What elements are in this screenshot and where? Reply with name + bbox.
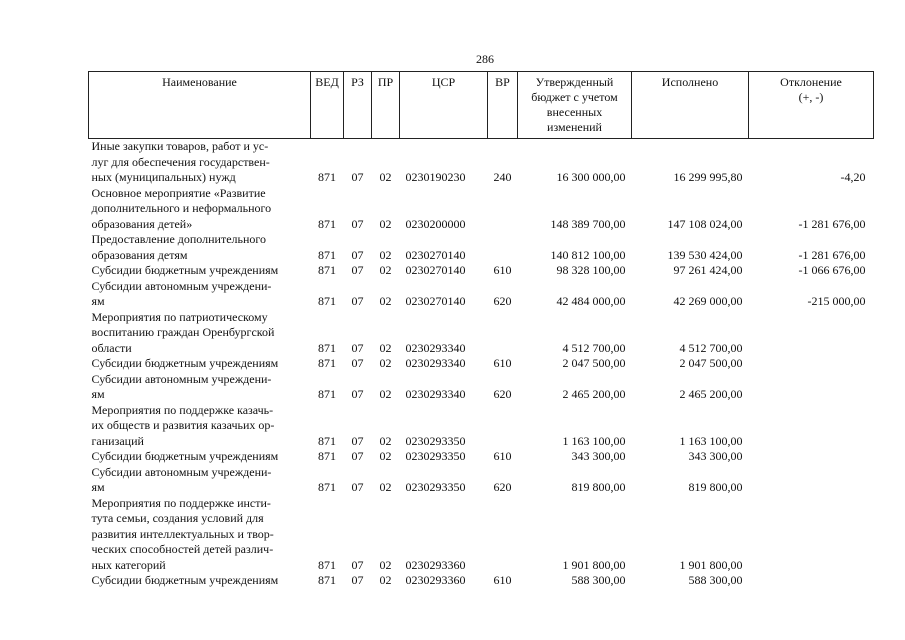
header-approved-line: Утвержденный (535, 75, 614, 89)
row-ved: 871 (318, 170, 336, 184)
row-pr: 02 (379, 387, 392, 401)
header-approved-line: бюджет с учетом (531, 90, 618, 104)
row-vr (488, 310, 518, 357)
row-name-line: ям (91, 294, 105, 308)
table-row (89, 139, 874, 186)
row-executed: 2 465 200,00 (679, 387, 743, 401)
row-name-line: Основное мероприятие «Развитие (91, 185, 266, 200)
table-row (89, 403, 874, 450)
header-deviation-line: Отклонение (780, 75, 842, 89)
row-ved: 871 (318, 573, 336, 587)
row-rz: 07 (351, 387, 364, 401)
row-deviation: -215 000,00 (807, 294, 866, 308)
row-name-line: воспитанию граждан Оренбургской (91, 325, 275, 339)
row-csr: 0230270140 (405, 294, 466, 308)
row-approved: 2 047 500,00 (562, 356, 626, 370)
row-approved: 4 512 700,00 (562, 340, 626, 355)
row-name (89, 573, 311, 589)
row-vr (488, 232, 518, 263)
row-deviation (749, 403, 874, 450)
row-ved: 871 (318, 263, 336, 277)
row-rz: 07 (351, 263, 364, 277)
row-csr: 0230293350 (405, 480, 466, 494)
row-rz: 07 (351, 573, 364, 587)
row-name-line: образования детям (91, 247, 188, 262)
row-executed: 16 299 995,80 (673, 170, 743, 184)
row-name-line: Мероприятия по патриотическому (91, 309, 268, 324)
header-pr: ПР (372, 72, 400, 139)
row-pr: 02 (379, 294, 392, 308)
row-executed: 139 530 424,00 (667, 247, 743, 262)
row-executed: 147 108 024,00 (667, 216, 743, 231)
row-pr: 02 (379, 449, 392, 463)
row-deviation: -1 281 676,00 (798, 216, 866, 231)
row-name-line: ям (91, 480, 105, 494)
row-approved: 1 901 800,00 (562, 557, 626, 572)
row-name-line: Субсидии автономным учреждени- (91, 464, 272, 479)
row-csr: 0230190230 (405, 170, 466, 184)
row-ved: 871 (318, 387, 336, 401)
row-executed: 1 163 100,00 (679, 433, 743, 448)
row-ved: 871 (318, 216, 336, 231)
row-pr: 02 (379, 216, 392, 231)
row-name (89, 403, 311, 450)
header-vr: ВР (488, 72, 518, 139)
row-ved: 871 (318, 433, 336, 448)
row-vr (488, 496, 518, 574)
row-deviation: -1 281 676,00 (798, 247, 866, 262)
row-executed: 343 300,00 (688, 449, 743, 463)
row-name-line: развития интеллектуальных и твор- (91, 526, 274, 541)
row-ved: 871 (318, 294, 336, 308)
header-deviation (749, 72, 874, 139)
row-pr: 02 (379, 433, 392, 448)
header-executed: Исполнено (632, 72, 749, 139)
header-name: Наименование (89, 72, 311, 139)
budget-table (88, 71, 874, 589)
row-approved: 98 328 100,00 (556, 263, 626, 277)
budget-table-container (88, 71, 873, 589)
row-approved: 588 300,00 (571, 573, 626, 587)
row-ved: 871 (318, 449, 336, 463)
row-name (89, 279, 311, 310)
row-csr: 0230293360 (405, 557, 466, 572)
row-name (89, 263, 311, 279)
header-row (89, 72, 874, 139)
row-vr: 610 (493, 263, 512, 277)
row-csr: 0230270140 (405, 247, 466, 262)
row-pr: 02 (379, 557, 392, 572)
row-rz: 07 (351, 247, 364, 262)
header-csr: ЦСР (400, 72, 488, 139)
row-pr: 02 (379, 340, 392, 355)
row-vr: 610 (493, 356, 512, 370)
row-rz: 07 (351, 216, 364, 231)
row-name (89, 356, 311, 372)
row-name-line: Иные закупки товаров, работ и ус- (91, 139, 269, 153)
row-rz: 07 (351, 170, 364, 184)
row-name-line: их обществ и развития казачьих ор- (91, 418, 275, 432)
row-csr: 0230200000 (405, 216, 466, 231)
row-name-line: Предоставление дополнительного (91, 232, 267, 246)
row-name-line: Субсидии бюджетным учреждениям (91, 449, 279, 463)
table-row (89, 186, 874, 233)
row-name (89, 496, 311, 574)
row-name (89, 465, 311, 496)
row-deviation (749, 465, 874, 496)
row-name-line: области (91, 340, 132, 355)
row-approved: 140 812 100,00 (550, 247, 626, 262)
row-executed: 1 901 800,00 (679, 557, 743, 572)
row-name-line: Субсидии бюджетным учреждениям (91, 573, 279, 587)
row-vr: 620 (493, 294, 512, 308)
row-pr: 02 (379, 573, 392, 587)
row-vr: 240 (493, 170, 512, 184)
table-row (89, 496, 874, 574)
row-pr: 02 (379, 356, 392, 370)
header-deviation-line: (+, -) (798, 90, 824, 104)
row-deviation (749, 449, 874, 465)
table-row (89, 310, 874, 357)
row-name-line: дополнительного и неформального (91, 201, 272, 215)
row-approved: 148 389 700,00 (550, 216, 626, 231)
table-row (89, 372, 874, 403)
row-deviation (749, 372, 874, 403)
row-rz: 07 (351, 340, 364, 355)
row-vr: 620 (493, 387, 512, 401)
row-rz: 07 (351, 294, 364, 308)
row-executed: 4 512 700,00 (679, 340, 743, 355)
row-executed: 819 800,00 (688, 480, 743, 494)
header-approved-line: изменений (547, 120, 602, 134)
table-body (89, 139, 874, 589)
table-row (89, 449, 874, 465)
row-name-line: Субсидии бюджетным учреждениям (91, 356, 279, 370)
page-number: 286 (476, 52, 494, 66)
row-approved: 42 484 000,00 (556, 294, 626, 308)
row-name (89, 232, 311, 263)
row-vr (488, 186, 518, 233)
row-deviation (749, 310, 874, 357)
header-ved: ВЕД (311, 72, 344, 139)
row-approved: 16 300 000,00 (556, 170, 626, 184)
row-name-line: Субсидии бюджетным учреждениям (91, 263, 279, 277)
row-deviation (749, 356, 874, 372)
row-name-line: ганизаций (91, 433, 144, 448)
row-pr: 02 (379, 480, 392, 494)
row-name (89, 186, 311, 233)
row-rz: 07 (351, 449, 364, 463)
row-approved: 819 800,00 (571, 480, 626, 494)
row-rz: 07 (351, 480, 364, 494)
row-csr: 0230293340 (405, 356, 466, 370)
row-name (89, 449, 311, 465)
header-approved-line: внесенных (546, 105, 603, 119)
row-executed: 97 261 424,00 (673, 263, 743, 277)
row-csr: 0230293350 (405, 433, 466, 448)
row-deviation: -1 066 676,00 (798, 263, 866, 277)
row-deviation: -4,20 (840, 170, 866, 184)
row-name-line: тута семьи, создания условий для (91, 511, 264, 525)
row-csr: 0230293340 (405, 340, 466, 355)
row-ved: 871 (318, 557, 336, 572)
row-vr (488, 403, 518, 450)
row-pr: 02 (379, 247, 392, 262)
row-pr: 02 (379, 263, 392, 277)
row-ved: 871 (318, 480, 336, 494)
table-row (89, 356, 874, 372)
table-row (89, 573, 874, 589)
table-row (89, 279, 874, 310)
row-csr: 0230293340 (405, 387, 466, 401)
row-name-line: ческих способностей детей различ- (91, 542, 274, 556)
row-csr: 0230293350 (405, 449, 466, 463)
row-csr: 0230270140 (405, 263, 466, 277)
row-name-line: луг для обеспечения государствен- (91, 154, 270, 169)
row-executed: 588 300,00 (688, 573, 743, 587)
header-rz: РЗ (344, 72, 372, 139)
row-ved: 871 (318, 340, 336, 355)
row-name-line: Субсидии автономным учреждени- (91, 278, 272, 293)
table-row (89, 465, 874, 496)
header-approved (518, 72, 632, 139)
row-deviation (749, 573, 874, 589)
row-csr: 0230293360 (405, 573, 466, 587)
row-approved: 1 163 100,00 (562, 433, 626, 448)
row-deviation (749, 496, 874, 574)
row-vr: 610 (493, 573, 512, 587)
table-row (89, 263, 874, 279)
row-executed: 2 047 500,00 (679, 356, 743, 370)
row-vr: 610 (493, 449, 512, 463)
row-name-line: Мероприятия по поддержке казачь- (91, 402, 274, 417)
row-ved: 871 (318, 247, 336, 262)
row-name (89, 310, 311, 357)
row-name-line: Мероприятия по поддержке инсти- (91, 495, 271, 510)
row-name-line: ям (91, 387, 105, 401)
row-name (89, 139, 311, 186)
row-name-line: Субсидии автономным учреждени- (91, 371, 272, 386)
row-name-line: образования детей» (91, 216, 193, 231)
row-rz: 07 (351, 356, 364, 370)
table-row (89, 232, 874, 263)
row-approved: 2 465 200,00 (562, 387, 626, 401)
row-executed: 42 269 000,00 (673, 294, 743, 308)
row-name-line: ных категорий (91, 557, 166, 572)
row-pr: 02 (379, 170, 392, 184)
row-rz: 07 (351, 433, 364, 448)
row-vr: 620 (493, 480, 512, 494)
table-header (89, 72, 874, 139)
row-approved: 343 300,00 (571, 449, 626, 463)
row-ved: 871 (318, 356, 336, 370)
row-name-line: ных (муниципальных) нужд (91, 170, 236, 184)
row-rz: 07 (351, 557, 364, 572)
row-name (89, 372, 311, 403)
